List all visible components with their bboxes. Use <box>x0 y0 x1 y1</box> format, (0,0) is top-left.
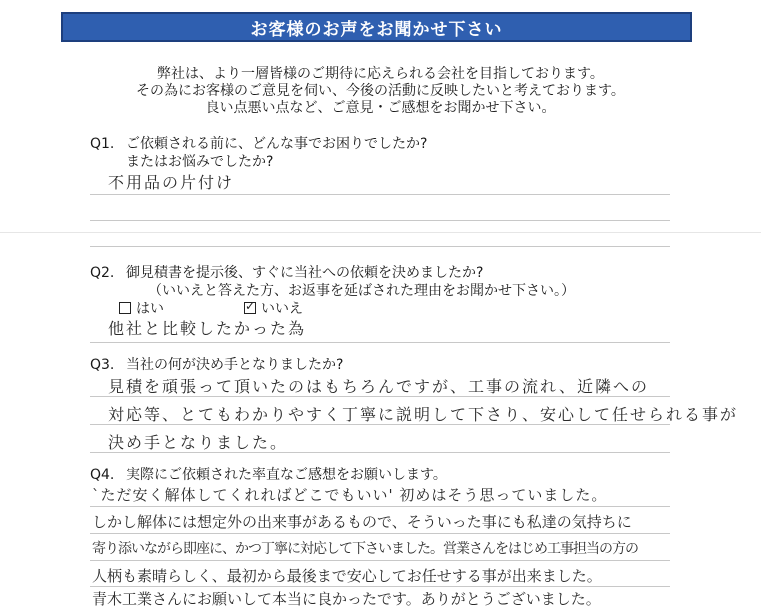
answer-rule <box>90 533 670 534</box>
answer-rule <box>90 424 670 425</box>
q2-option-yes[interactable] <box>119 298 164 318</box>
q4-number: Q4. <box>90 467 115 483</box>
q4-answer-line: `ただ安く解体してくれればどこでもいい' 初めはそう思っていました。 <box>92 486 608 504</box>
q4-answer-line: しかし解体には想定外の出来事があるもので、そういった事にも私達の気持ちに <box>92 513 632 531</box>
answer-rule <box>90 396 670 397</box>
answer-rule <box>90 560 670 561</box>
answer-rule <box>90 586 670 587</box>
answer-rule <box>90 220 670 221</box>
q3-number: Q3. <box>90 357 115 373</box>
option-no-label: いいえ <box>261 301 303 317</box>
q4-text-line1: 実際にご依頼された率直なご感想をお願いします。 <box>126 467 447 483</box>
page-title: お客様のお声をお聞かせ下さい <box>61 12 692 42</box>
q1-answer: 不用品の片付け <box>108 173 235 192</box>
q1-text-line2: またはお悩みでしたか? <box>126 154 274 170</box>
q1-text-line1: ご依頼される前に、どんな事でお困りでしたか? <box>126 136 428 152</box>
answer-rule <box>90 194 670 195</box>
q3-question <box>90 354 343 374</box>
page-fold-line <box>0 232 761 233</box>
q2-number: Q2. <box>90 265 115 281</box>
q4-answer-line: 青木工業さんにお願いして本当に良かったです。ありがとうございました。 <box>92 590 601 608</box>
q3-answer-line: 決め手となりました。 <box>108 433 289 452</box>
checkbox-yes[interactable] <box>119 302 131 314</box>
intro-line-3: 良い点悪い点など、ご意見・ご感想をお聞かせ下さい。 <box>205 100 556 116</box>
answer-rule <box>90 506 670 507</box>
q2-answer: 他社と比較したかった為 <box>108 319 307 338</box>
option-yes-label: はい <box>136 301 164 317</box>
intro-line-1: 弊社は、より一層皆様のご期待に応えられる会社を目指しております。 <box>157 66 604 82</box>
q3-answer-line: 対応等、とてもわかりやすく丁寧に説明して下さり、安心して任せられる事が <box>108 405 739 424</box>
q2-question <box>90 262 483 282</box>
q2-option-no[interactable] <box>244 298 303 318</box>
q4-question <box>90 464 447 484</box>
q4-answer-line: 寄り添いながら即座に、かつ丁寧に対応して下さいました。営業さんをはじめ工事担当の方の <box>92 541 638 557</box>
answer-rule <box>90 452 670 453</box>
q4-answer-line: 人柄も素晴らしく、最初から最後まで安心してお任せする事が出来ました。 <box>92 567 602 585</box>
q1-number: Q1. <box>90 136 115 152</box>
q1-question <box>90 133 427 153</box>
answer-rule <box>90 246 670 247</box>
q3-answer-line: 見積を頑張って頂いたのはもちろんですが、工事の流れ、近隣への <box>108 377 649 396</box>
q3-text-line1: 当社の何が決め手となりましたか? <box>126 357 344 373</box>
checkbox-no-checked[interactable] <box>244 302 256 314</box>
answer-rule <box>90 342 670 343</box>
q2-text-line1: 御見積書を提示後、すぐに当社への依頼を決めましたか? <box>126 265 484 281</box>
q2-text-line2: （いいえと答えた方、お返事を延ばされた理由をお聞かせ下さい。） <box>148 283 575 299</box>
intro-line-2: その為にお客様のご意見を伺い、今後の活動に反映したいと考えております。 <box>136 83 625 99</box>
